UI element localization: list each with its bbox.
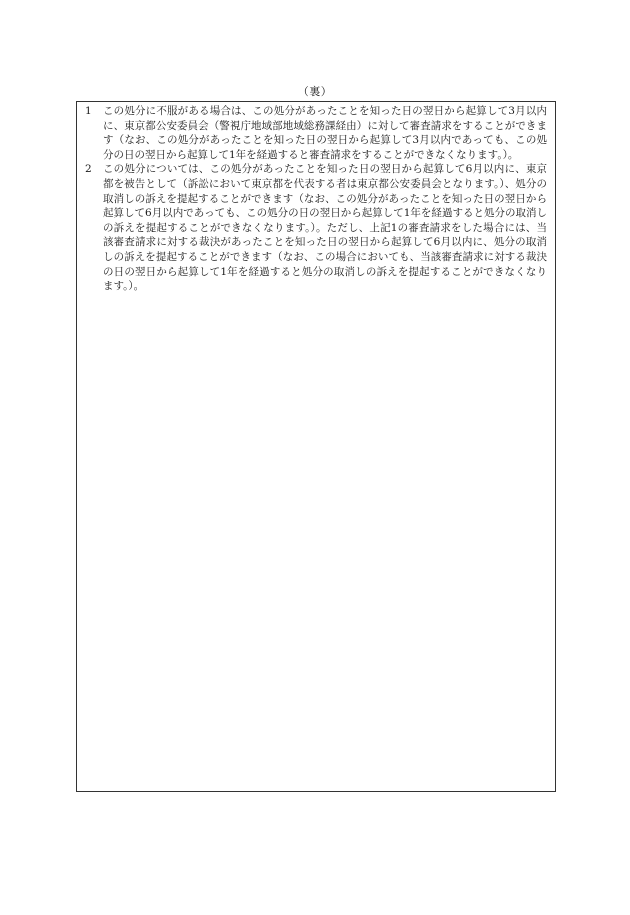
notice-number-1: 1 [85, 105, 92, 117]
notice-number-2: 2 [85, 163, 92, 176]
notice-text-1: この処分に不服がある場合は、この処分があったことを知った日の翌日から起算して3月以内に、東京都公安委員会（警視庁地域部地域総務課経由）に対して審査請求をすることができます（なお、この処分があったことを知った日の翌日から起算して3月以内であっても、この処分の日の翌日から起算して1年を経過すると審査請求をすることができなくなります。）。 [103, 105, 547, 161]
notice-item-1 [85, 104, 547, 162]
notice-item-2 [85, 162, 547, 293]
notice-box [76, 101, 556, 792]
page-heading: （裏） [297, 85, 333, 98]
notice-text-2: この処分については、この処分があったことを知った日の翌日から起算して6月以内に、東京都を被告として（訴訟において東京都を代表する者は東京都公安委員会となります。）、処分の取消しの訴えを提起することができます（なお、この処分があったことを知った日の翌日から起算して6月以内であっても、この処分の日の翌日から起算して1年を経過すると処分の取消しの訴えを提起することができなくなります。）。ただし、上記1の審査請求をした場合には、当該審査請求に対する裁決があったことを知った日の翌日から起算して6月以内に、処分の取消しの訴えを提起することができます（なお、この場合においても、当該審査請求に対する裁決の日の翌日から起算して1年を経過すると処分の取消しの訴えを提起することができなくなります。）。 [103, 163, 547, 293]
